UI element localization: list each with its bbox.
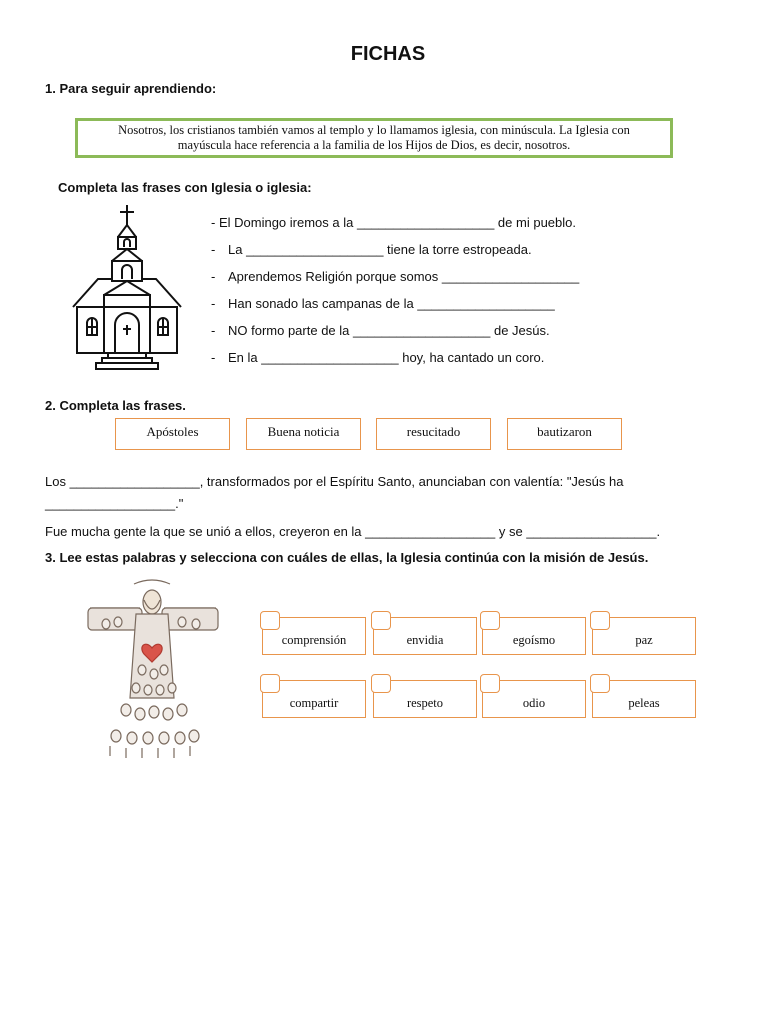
word-box-buena-noticia: Buena noticia (246, 418, 361, 450)
word-box-resucitado: resucitado (376, 418, 491, 450)
completion-line-2: __________________." (45, 496, 184, 511)
sentence-item (211, 242, 579, 269)
option-checkbox[interactable] (371, 674, 391, 693)
sentence-dash: - (211, 296, 216, 311)
sentence-dash: - (211, 269, 216, 284)
option-label: envidia (406, 633, 444, 647)
option-checkbox[interactable] (260, 611, 280, 630)
option-label: odio (522, 696, 546, 710)
sentence-dash: - (211, 323, 216, 338)
option-checkbox[interactable] (260, 674, 280, 693)
option-respeto[interactable] (373, 680, 477, 718)
sentence-text: El Domingo iremos a la ___________________ de mi pueblo. (218, 215, 576, 230)
sentence-item (211, 350, 579, 377)
option-label: egoísmo (512, 633, 556, 647)
sentence-text: - (211, 215, 219, 230)
option-checkbox[interactable] (590, 611, 610, 630)
option-peleas[interactable] (592, 680, 696, 718)
note-line-2: mayúscula hace referencia a la familia de los Hijos de Dios, es decir, nosotros. (177, 138, 571, 152)
sentence-text: NO formo parte de la ___________________ de Jesús. (228, 323, 550, 338)
sentence-text: Han sonado las campanas de la ___________________ (228, 296, 555, 311)
sentence-text: La ___________________ tiene la torre estropeada. (228, 242, 532, 257)
option-checkbox[interactable] (480, 674, 500, 693)
info-note-box (75, 118, 673, 158)
word-box-apostoles: Apóstoles (115, 418, 230, 450)
fill-in-sentences (211, 215, 579, 377)
jesus-crowd-illustration (84, 578, 224, 760)
sentence-item (211, 215, 579, 242)
section-1-heading: 1. Para seguir aprendiendo: (45, 81, 217, 96)
section-2-heading: 2. Completa las frases. (45, 398, 186, 413)
sentence-text: Aprendemos Religión porque somos ___________________ (228, 269, 580, 284)
option-comprension[interactable] (262, 617, 366, 655)
completion-line-3: Fue mucha gente la que se unió a ellos, creyeron en la __________________ y se __________________. (45, 524, 661, 539)
option-checkbox[interactable] (371, 611, 391, 630)
page-title: FICHAS (350, 43, 426, 65)
church-illustration (68, 203, 188, 373)
section-1-instruction: Completa las frases con Iglesia o iglesia: (58, 180, 312, 195)
option-label: respeto (406, 696, 444, 710)
option-checkbox[interactable] (480, 611, 500, 630)
sentence-dash: - (211, 242, 216, 257)
sentence-text: En la ___________________ hoy, ha cantado un coro. (228, 350, 545, 365)
word-box-bautizaron: bautizaron (507, 418, 622, 450)
option-odio[interactable] (482, 680, 586, 718)
section-3-heading: 3. Lee estas palabras y selecciona con cuáles de ellas, la Iglesia continúa con la misión de Jesús. (45, 550, 649, 565)
option-compartir[interactable] (262, 680, 366, 718)
sentence-dash: - (211, 350, 216, 365)
completion-line-1: Los __________________, transformados por el Espíritu Santo, anunciaban con valentía: "Jesús ha (45, 474, 624, 489)
sentence-item (211, 269, 579, 296)
option-label: compartir (289, 696, 339, 710)
option-checkbox[interactable] (590, 674, 610, 693)
option-egoismo[interactable] (482, 617, 586, 655)
sentence-item (211, 323, 579, 350)
option-label: paz (635, 633, 653, 647)
note-line-1: Nosotros, los cristianos también vamos al templo y lo llamamos iglesia, con minúscula. La Iglesia con (118, 123, 630, 137)
option-label: comprensión (281, 633, 347, 647)
option-paz[interactable] (592, 617, 696, 655)
sentence-item (211, 296, 579, 323)
option-envidia[interactable] (373, 617, 477, 655)
option-label: peleas (628, 696, 660, 710)
